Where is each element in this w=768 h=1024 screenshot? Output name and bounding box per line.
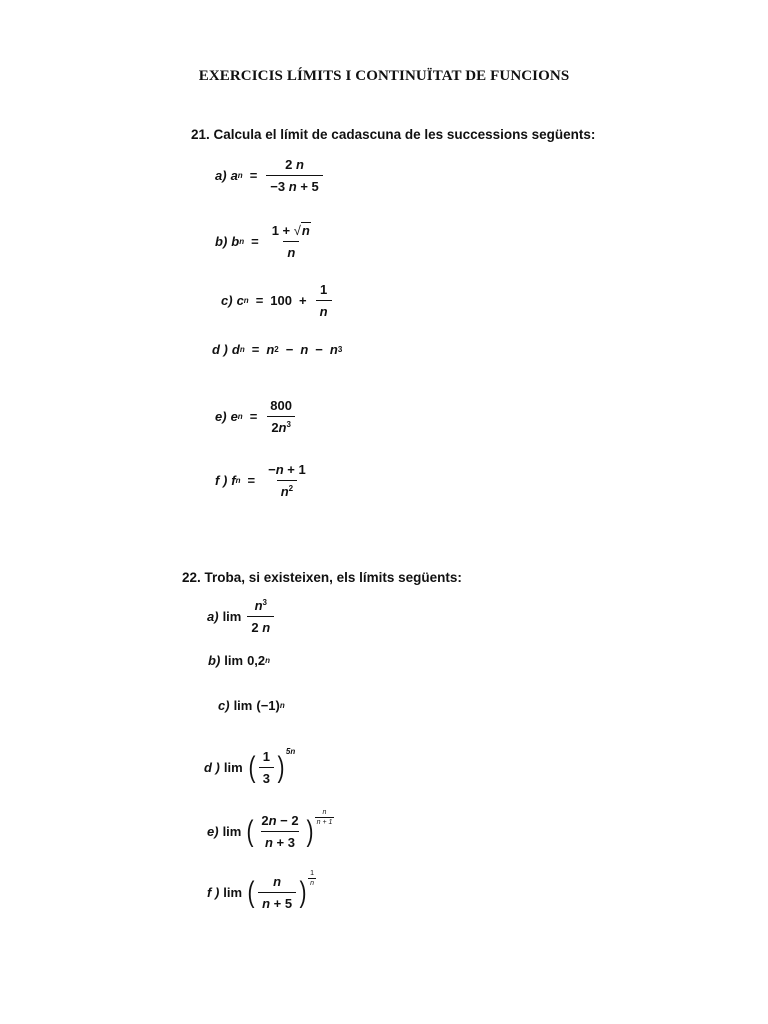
fraction: $\frac{1}{n}$ [316,282,332,319]
exponent-fraction: 1 n [310,870,314,887]
fraction: $\frac{-n + 1}{n^2}$ [268,462,306,499]
fraction: $\frac{800}{2n^3}$ [266,398,296,435]
exponent-fraction: n n + 1 [316,809,333,826]
fraction: 1 + √ n n [271,223,310,260]
fraction: $\frac{1}{3}$ [259,749,274,786]
q22-item-e: e) lim ( $\frac{2n - 2}{n + 3}$ ) n n + 1 [207,809,333,850]
q22-item-f: f ) lim ( $\frac{n}{n + 5}$ ) 1 n [207,870,314,911]
q21-item-b: b) b n = 1 + √ n n [215,222,317,260]
question-22-heading: 22. Troba, si existeixen, els límits següents: [182,570,462,585]
q21-item-a: a) a n = $\frac{2 n}{-3 n + 5}$ [215,157,325,194]
q22-item-b: b) lim 0,2 n [208,653,271,668]
q21-item-c: c) c n = 100 + $\frac{1}{n}$ [221,282,334,319]
fraction: $\frac{2n - 2}{n + 3}$ [261,813,299,850]
document-title: EXERCICIS LÍMITS I CONTINUÏTAT DE FUNCIONS [198,68,570,84]
fraction: $\frac{2 n}{-3 n + 5}$ [266,157,322,194]
q21-item-e: e) e n = $\frac{800}{2n^3}$ [215,398,298,435]
q22-item-c: c) lim (−1) n [218,698,285,713]
fraction: $\frac{n}{n + 5}$ [258,874,296,911]
q21-item-d: d ) d n = n 2 − n − n 3 [212,342,343,357]
q22-item-a: a) lim $\frac{n^3}{2 n}$ [207,598,276,635]
q22-item-d: d ) lim ( $\frac{1}{3}$ ) 5n [204,747,296,786]
question-21-heading: 21. Calcula el límit de cadascuna de les successions següents: [191,127,596,142]
fraction: $\frac{n^3}{2 n}$ [247,598,274,635]
q21-item-f: f ) f n = $\frac{-n + 1}{n^2}$ [215,462,312,499]
